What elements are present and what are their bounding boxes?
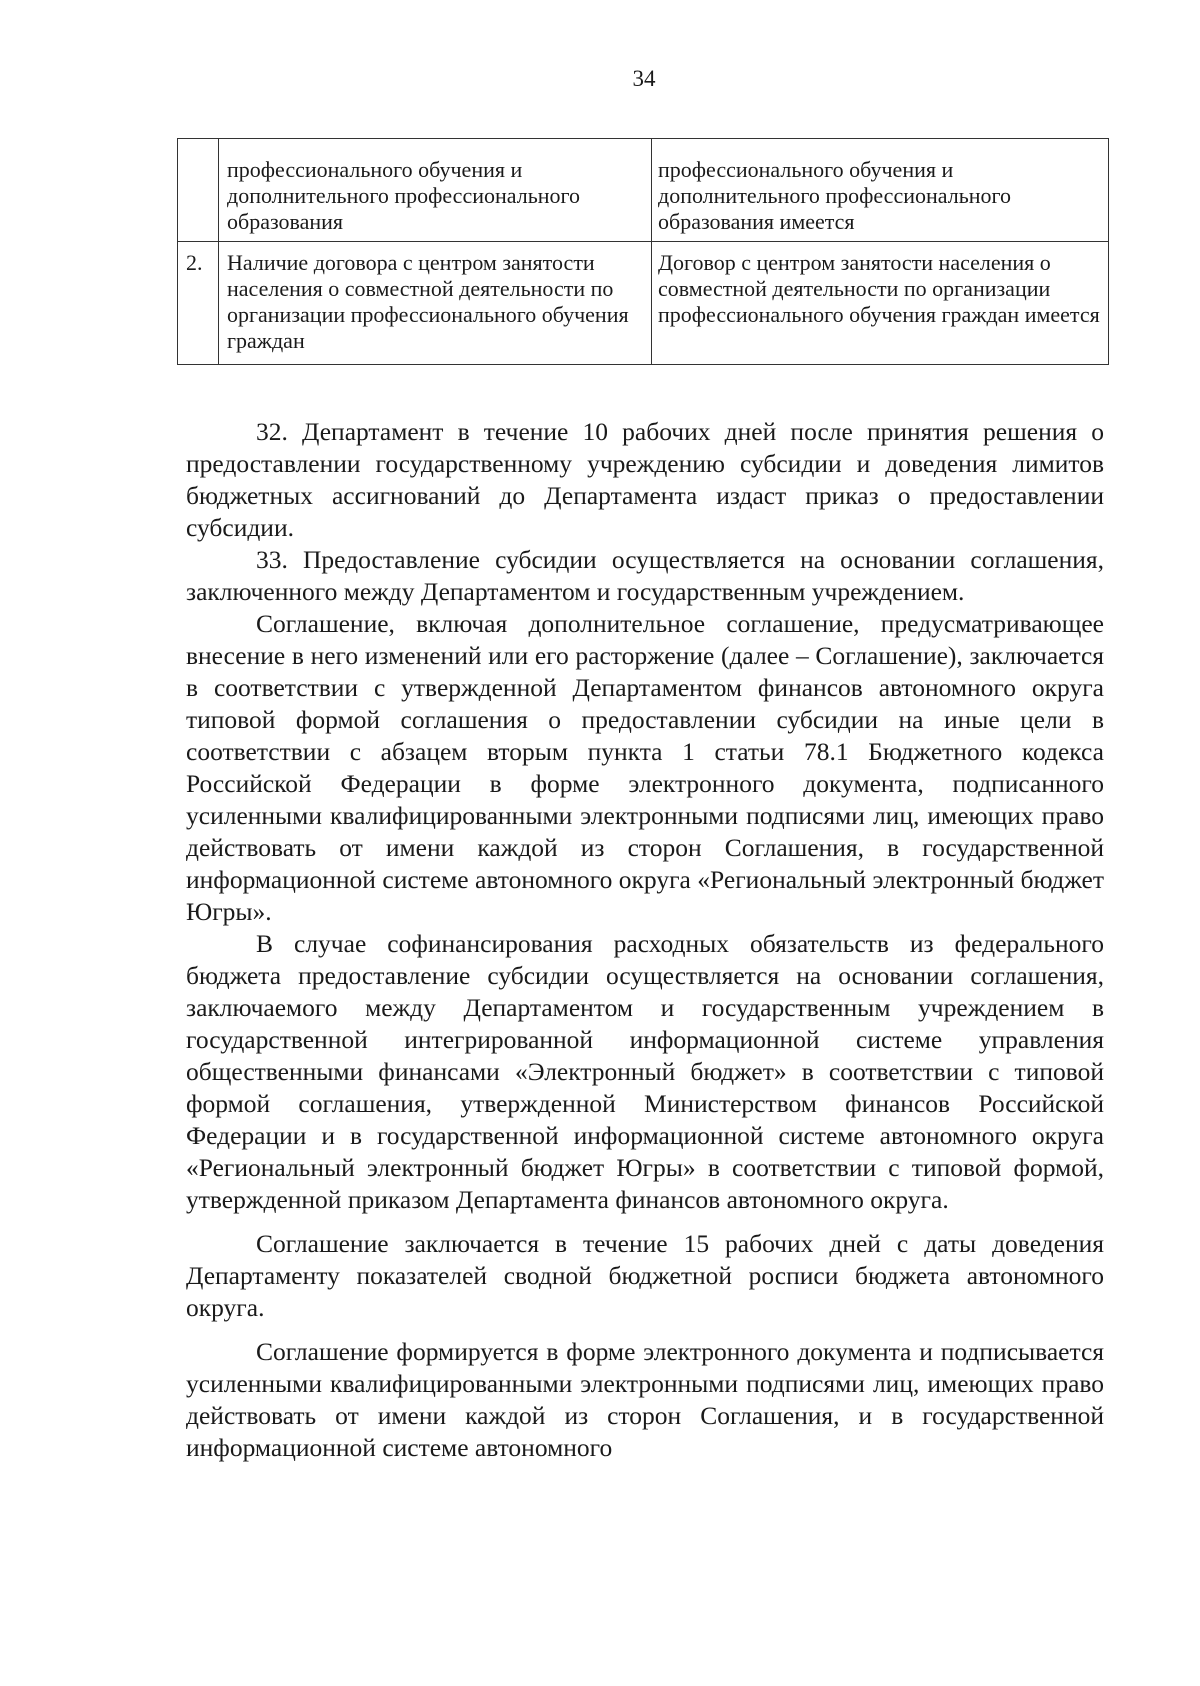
table-cell-status: Договор с центром занятости населения о совместной деятельности по организации профессионального обучения граждан имеется	[652, 242, 1109, 365]
paragraph-33: 33. Предоставление субсидии осуществляется на основании соглашения, заключенного между Департаментом и государственным учреждением.	[186, 545, 1104, 606]
table-row	[178, 242, 1109, 365]
paragraph-agreement-terms: Соглашение, включая дополнительное соглашение, предусматривающее внесение в него изменений или его расторжение (далее – Соглашение), заключается в соответствии с утвержденной Департаментом финансов автономного округа типовой формой соглашения о предоставлении субсидии на иные цели в соответствии с абзацем вторым пункта 1 статьи 78.1 Бюджетного кодекса Российской Федерации в форме электронного документа, подписанного усиленными квалифицированными электронными подписями лиц, имеющих право действовать от имени каждой из сторон Соглашения, в государственной информационной системе автономного округа «Региональный электронный бюджет Югры».	[186, 609, 1104, 926]
table-cell-status: профессионального обучения и дополнительного профессионального образования имеется	[652, 139, 1109, 242]
paragraph-agreement-deadline: Соглашение заключается в течение 15 рабочих дней с даты доведения Департаменту показателей сводной бюджетной росписи бюджета автономного округа.	[186, 1229, 1104, 1322]
paragraph-cofinancing: В случае софинансирования расходных обязательств из федерального бюджета предоставление субсидии осуществляется на основании соглашения, заключаемого между Департаментом и государственным учреждением в государственной интегрированной информационной системе управления общественными финансами «Электронный бюджет» в соответствии с типовой формой соглашения, утвержденной Министерством финансов Российской Федерации и в государственной информационной системе автономного округа «Региональный электронный бюджет Югры» в соответствии с типовой формой, утвержденной приказом Департамента финансов автономного округа.	[186, 929, 1104, 1214]
page-number: 34	[632, 66, 656, 91]
table-cell-requirement: профессионального обучения и дополнительного профессионального образования	[219, 139, 652, 242]
table-cell-number: 2.	[178, 242, 219, 365]
paragraph-agreement-format: Соглашение формируется в форме электронного документа и подписывается усиленными квалифицированными электронными подписями лиц, имеющих право действовать от имени каждой из сторон Соглашения, и в государственной информационной системе автономного	[186, 1337, 1104, 1462]
table-row	[178, 139, 1109, 242]
paragraph-32: 32. Департамент в течение 10 рабочих дней после принятия решения о предоставлении государственному учреждению субсидии и доведения лимитов бюджетных ассигнований до Департамента издаст приказ о предоставлении субсидии.	[186, 417, 1104, 542]
table-cell-number	[178, 139, 219, 242]
table-cell-requirement: Наличие договора с центром занятости населения о совместной деятельности по организации профессионального обучения граждан	[219, 242, 652, 365]
requirements-table	[177, 138, 1109, 365]
document-body	[186, 416, 1104, 1464]
